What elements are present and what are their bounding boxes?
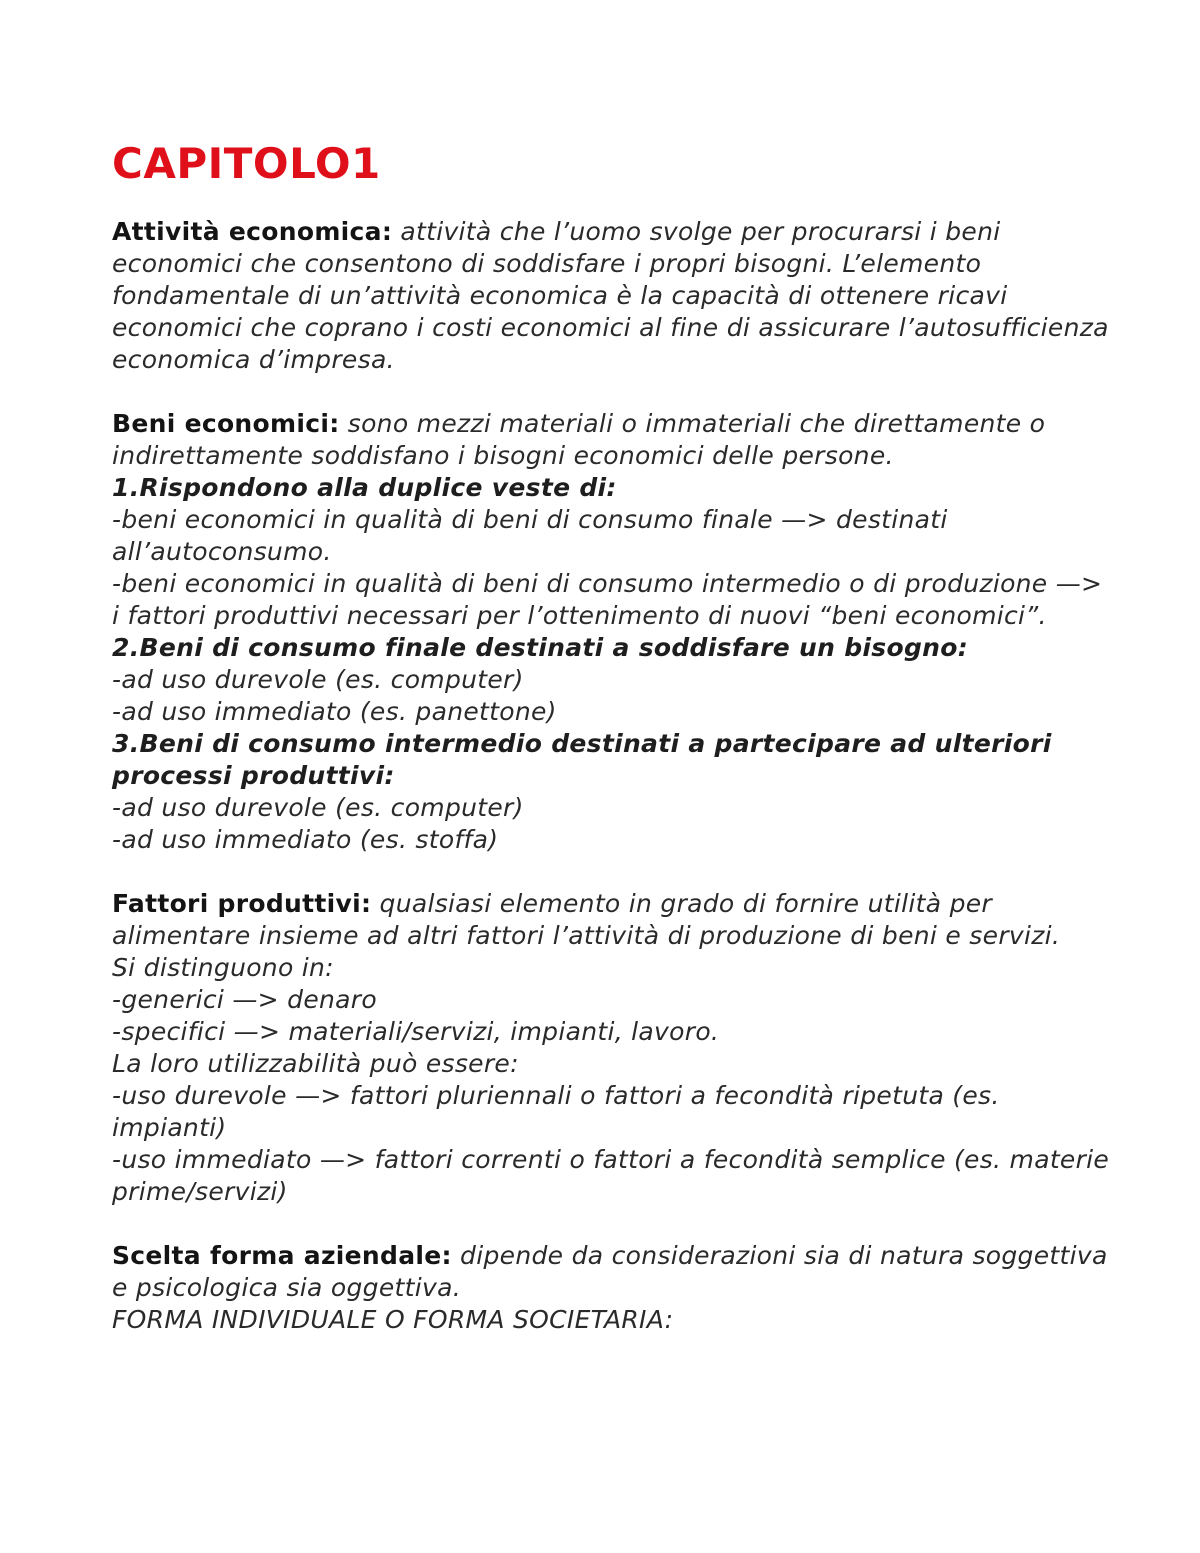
list-item: -ad uso immediato (es. stoffa)	[112, 825, 499, 854]
paragraph-beni-economici	[112, 408, 1112, 472]
list-item: FORMA INDIVIDUALE O FORMA SOCIETARIA:	[112, 1305, 674, 1334]
term-definition: attività che l’uomo svolge per procurarsi i beni economici che consentono di soddisfare i propri bisogni. L’elemento fondamentale di un’attività economica è la capacità di ottenere ricavi economici che coprano i costi economici al fine di assicurare l’autosufficienza economica d’impresa.	[112, 217, 1109, 374]
list-item: -ad uso immediato (es. panettone)	[112, 697, 557, 726]
list-item: -beni economici in qualità di beni di consumo finale —> destinati all’autoconsumo.	[112, 505, 948, 566]
list-item: -uso immediato —> fattori correnti o fattori a fecondità semplice (es. materie prime/servizi)	[112, 1145, 1110, 1206]
document-page	[112, 138, 1112, 1336]
list-item: -ad uso durevole (es. computer)	[112, 793, 524, 822]
term-label: Scelta forma aziendale:	[112, 1241, 452, 1270]
term-label: Fattori produttivi:	[112, 889, 372, 918]
spacer	[112, 1208, 1112, 1240]
list-item: Si distinguono in:	[112, 953, 334, 982]
list-item: -generici —> denaro	[112, 985, 377, 1014]
subheading: 1.Rispondono alla duplice veste di:	[112, 473, 617, 502]
term-definition: sono mezzi materiali o immateriali che direttamente o indirettamente soddisfano i bisogni economici delle persone.	[112, 409, 1046, 470]
paragraph-fattori-produttivi	[112, 888, 1112, 952]
term-definition: dipende da considerazioni sia di natura soggettiva e psicologica sia oggettiva.	[112, 1241, 1108, 1302]
subheading: 3.Beni di consumo intermedio destinati a partecipare ad ulteriori processi produttivi:	[112, 729, 1052, 790]
paragraph-attivita-economica	[112, 216, 1112, 376]
list-item: -ad uso durevole (es. computer)	[112, 665, 524, 694]
paragraph-scelta-forma-aziendale	[112, 1240, 1112, 1304]
list-item: La loro utilizzabilità può essere:	[112, 1049, 519, 1078]
list-item: -uso durevole —> fattori pluriennali o fattori a fecondità ripetuta (es. impianti)	[112, 1081, 1000, 1142]
term-definition: qualsiasi elemento in grado di fornire utilità per alimentare insieme ad altri fattori l’attività di produzione di beni e servizi.	[112, 889, 1061, 950]
term-label: Attività economica:	[112, 217, 393, 246]
term-label: Beni economici:	[112, 409, 340, 438]
spacer	[112, 376, 1112, 408]
subheading: 2.Beni di consumo finale destinati a soddisfare un bisogno:	[112, 633, 969, 662]
list-item: -beni economici in qualità di beni di consumo intermedio o di produzione —> i fattori produttivi necessari per l’ottenimento di nuovi “beni economici”.	[112, 569, 1103, 630]
spacer	[112, 856, 1112, 888]
chapter-title: CAPITOLO1	[112, 139, 381, 188]
list-item: -specifici —> materiali/servizi, impianti, lavoro.	[112, 1017, 720, 1046]
